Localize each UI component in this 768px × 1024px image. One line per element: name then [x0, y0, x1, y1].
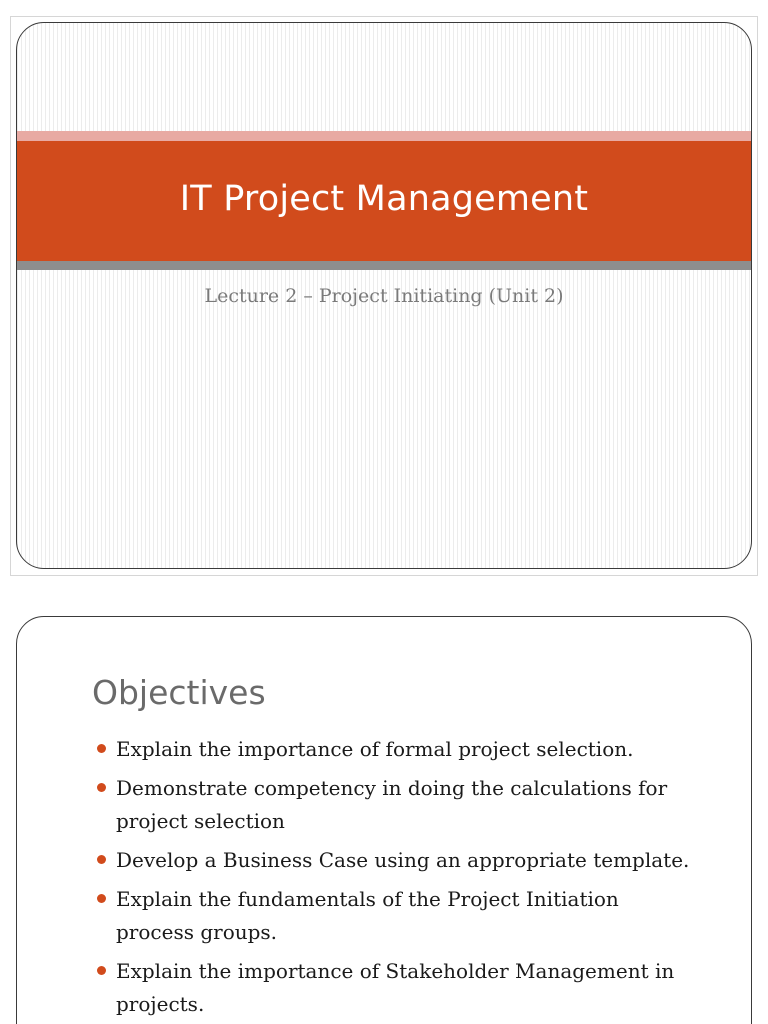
objective-text: Demonstrate competency in doing the calculations for project selection: [116, 776, 668, 833]
objectives-heading: Objectives: [92, 673, 266, 712]
objective-item: [93, 772, 693, 838]
objective-text: Explain the importance of formal project selection.: [116, 737, 634, 761]
slide-title: IT Project Management: [179, 179, 589, 219]
title-slide: [16, 22, 752, 569]
objective-text: Explain the importance of Stakeholder Management in projects.: [116, 959, 675, 1016]
objectives-slide: [16, 616, 752, 1024]
objective-item: [93, 883, 693, 949]
objective-item: [93, 844, 693, 877]
objective-text: Develop a Business Case using an appropriate template.: [116, 848, 690, 872]
objective-text: Explain the fundamentals of the Project Initiation process groups.: [116, 887, 619, 944]
bullet-dot-icon: [97, 894, 106, 903]
title-band: [17, 141, 751, 261]
objective-item: [93, 733, 693, 766]
objectives-list: [93, 733, 693, 1024]
bullet-dot-icon: [97, 966, 106, 975]
bullet-dot-icon: [97, 855, 106, 864]
slide-subtitle: Lecture 2 – Project Initiating (Unit 2): [204, 285, 564, 307]
bullet-dot-icon: [97, 783, 106, 792]
bullet-dot-icon: [97, 744, 106, 753]
title-bottom-strip: [17, 261, 751, 270]
objective-item: [93, 955, 693, 1021]
title-top-strip: [17, 131, 751, 141]
